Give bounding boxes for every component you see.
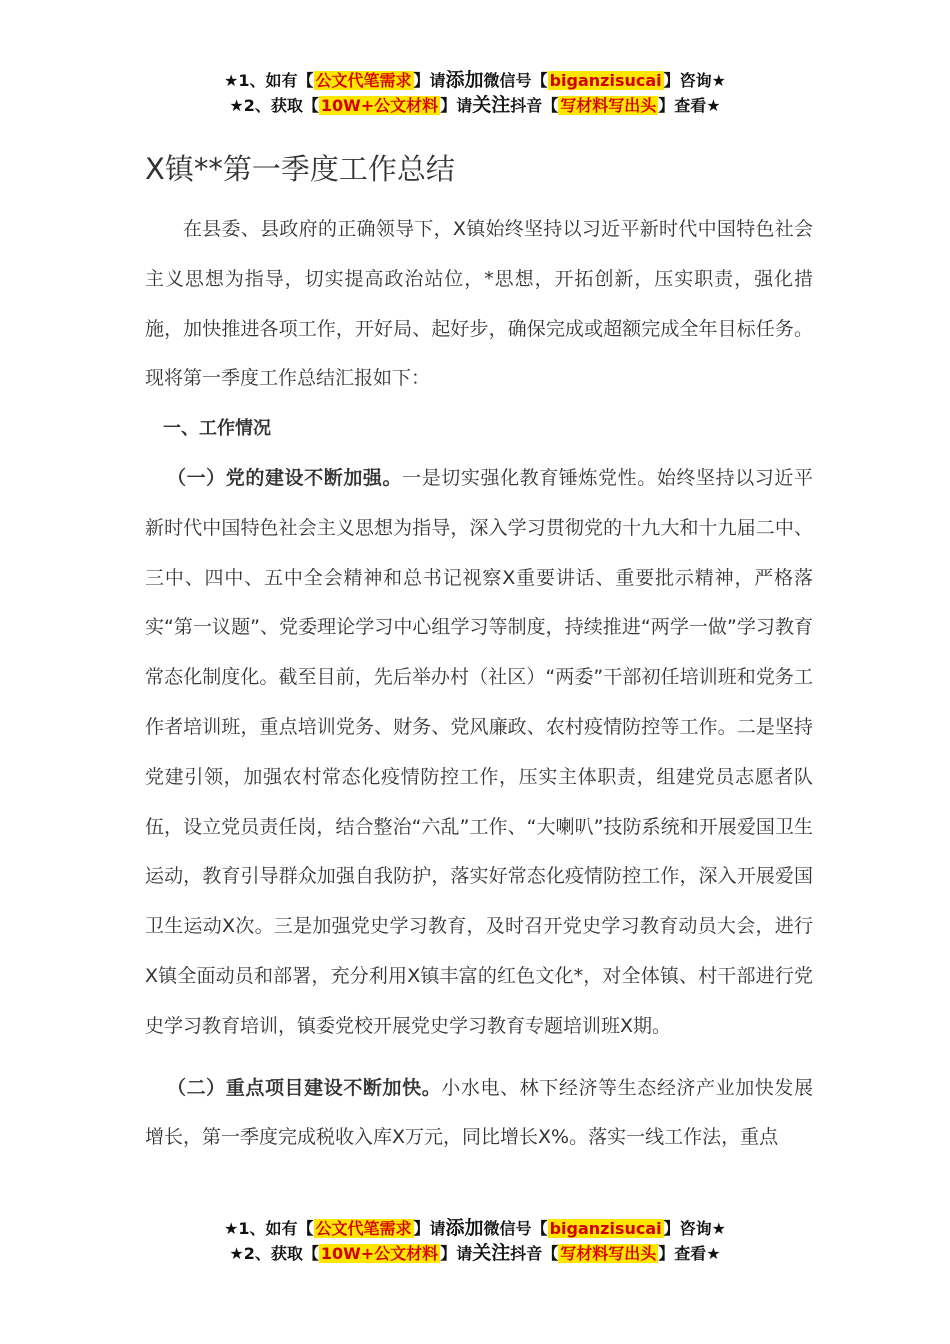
banner-text: 】咨询★ <box>663 71 726 90</box>
top-banner <box>0 68 950 118</box>
document-title: X镇**第一季度工作总结 <box>145 152 455 186</box>
item-text: 小水电、林下经济等生态经济产业加快发展增长，第一季度完成税收入库X万元，同比增长X%。落实一线工作法，重点 <box>145 1076 813 1149</box>
banner-emphasis: 添加 <box>445 69 484 91</box>
banner-line-2 <box>0 1241 950 1266</box>
bottom-banner <box>0 1216 950 1266</box>
banner-highlight: 10W+公文材料 <box>320 96 439 115</box>
banner-text: 】查看★ <box>658 96 721 115</box>
banner-highlight: biganzisucai <box>549 71 662 90</box>
section-heading: 一、工作情况 <box>163 418 271 440</box>
banner-text: 】请 <box>413 71 446 90</box>
banner-highlight: 10W+公文材料 <box>320 1244 439 1263</box>
banner-text: 抖音【 <box>510 1244 559 1263</box>
banner-text: ★2、获取【 <box>229 1244 319 1263</box>
banner-text: 微信号【 <box>483 71 548 90</box>
banner-text: 】请 <box>440 96 473 115</box>
item-text: 一是切实强化教育锤炼党性。始终坚持以习近平新时代中国特色社会主义思想为指导，深入学习贯彻党的十九大和十九届二中、三中、四中、五中全会精神和总书记视察X重要讲话、重要批示精神，严格落实“第一议题”、党委理论学习中心组学习等制度，持续推进“两学一做”学习教育常态化制度化。截至目前，先后举办村（社区）“两委”干部初任培训班和党务工作者培训班，重点培训党务、财务、党风廉政、农村疫情防控等工作。二是坚持党建引领，加强农村常态化疫情防控工作，压实主体职责，组建党员志愿者队伍，设立党员责任岗，结合整治“六乱”工作、“大喇叭”技防系统和开展爱国卫生运动，教育引导群众加强自我防护，落实好常态化疫情防控工作，深入开展爱国卫生运动X次。三是加强党史学习教育，及时召开党史学习教育动员大会，进行X镇全面动员和部署，充分利用X镇丰富的红色文化*，对全体镇、村干部进行党史学习教育培训，镇委党校开展党史学习教育专题培训班X期。 <box>145 466 813 1037</box>
banner-text: 】请 <box>440 1244 473 1263</box>
banner-emphasis: 关注 <box>472 94 511 116</box>
banner-highlight: 写材料写出头 <box>560 1244 657 1263</box>
item-lead: （一）党的建设不断加强。 <box>167 466 403 489</box>
banner-text: 抖音【 <box>510 96 559 115</box>
banner-highlight: 公文代笔需求 <box>315 1219 412 1238</box>
banner-text: ★2、获取【 <box>229 96 319 115</box>
item-paragraph-2 <box>145 1064 813 1164</box>
banner-line-1 <box>0 68 950 93</box>
banner-highlight: 写材料写出头 <box>560 96 657 115</box>
banner-text: 】咨询★ <box>663 1219 726 1238</box>
item-lead: （二）重点项目建设不断加快。 <box>167 1076 442 1099</box>
banner-text: ★1、如有【 <box>224 1219 314 1238</box>
document-body <box>145 205 813 1163</box>
paragraph-gap <box>145 1052 813 1064</box>
banner-text: 】查看★ <box>658 1244 721 1263</box>
banner-highlight: biganzisucai <box>549 1219 662 1238</box>
banner-text: ★1、如有【 <box>224 71 314 90</box>
banner-line-2 <box>0 93 950 118</box>
banner-emphasis: 关注 <box>472 1242 511 1264</box>
intro-paragraph: 在县委、县政府的正确领导下，X镇始终坚持以习近平新时代中国特色社会主义思想为指导，切实提高政治站位，*思想，开拓创新，压实职责，强化措施，加快推进各项工作，开好局、起好步，确保完成或超额完成全年目标任务。现将第一季度工作总结汇报如下： <box>145 218 813 390</box>
banner-text: 微信号【 <box>483 1219 548 1238</box>
banner-line-1 <box>0 1216 950 1241</box>
item-paragraph-1 <box>145 454 813 1052</box>
banner-emphasis: 添加 <box>445 1217 484 1239</box>
banner-highlight: 公文代笔需求 <box>315 71 412 90</box>
banner-text: 】请 <box>413 1219 446 1238</box>
